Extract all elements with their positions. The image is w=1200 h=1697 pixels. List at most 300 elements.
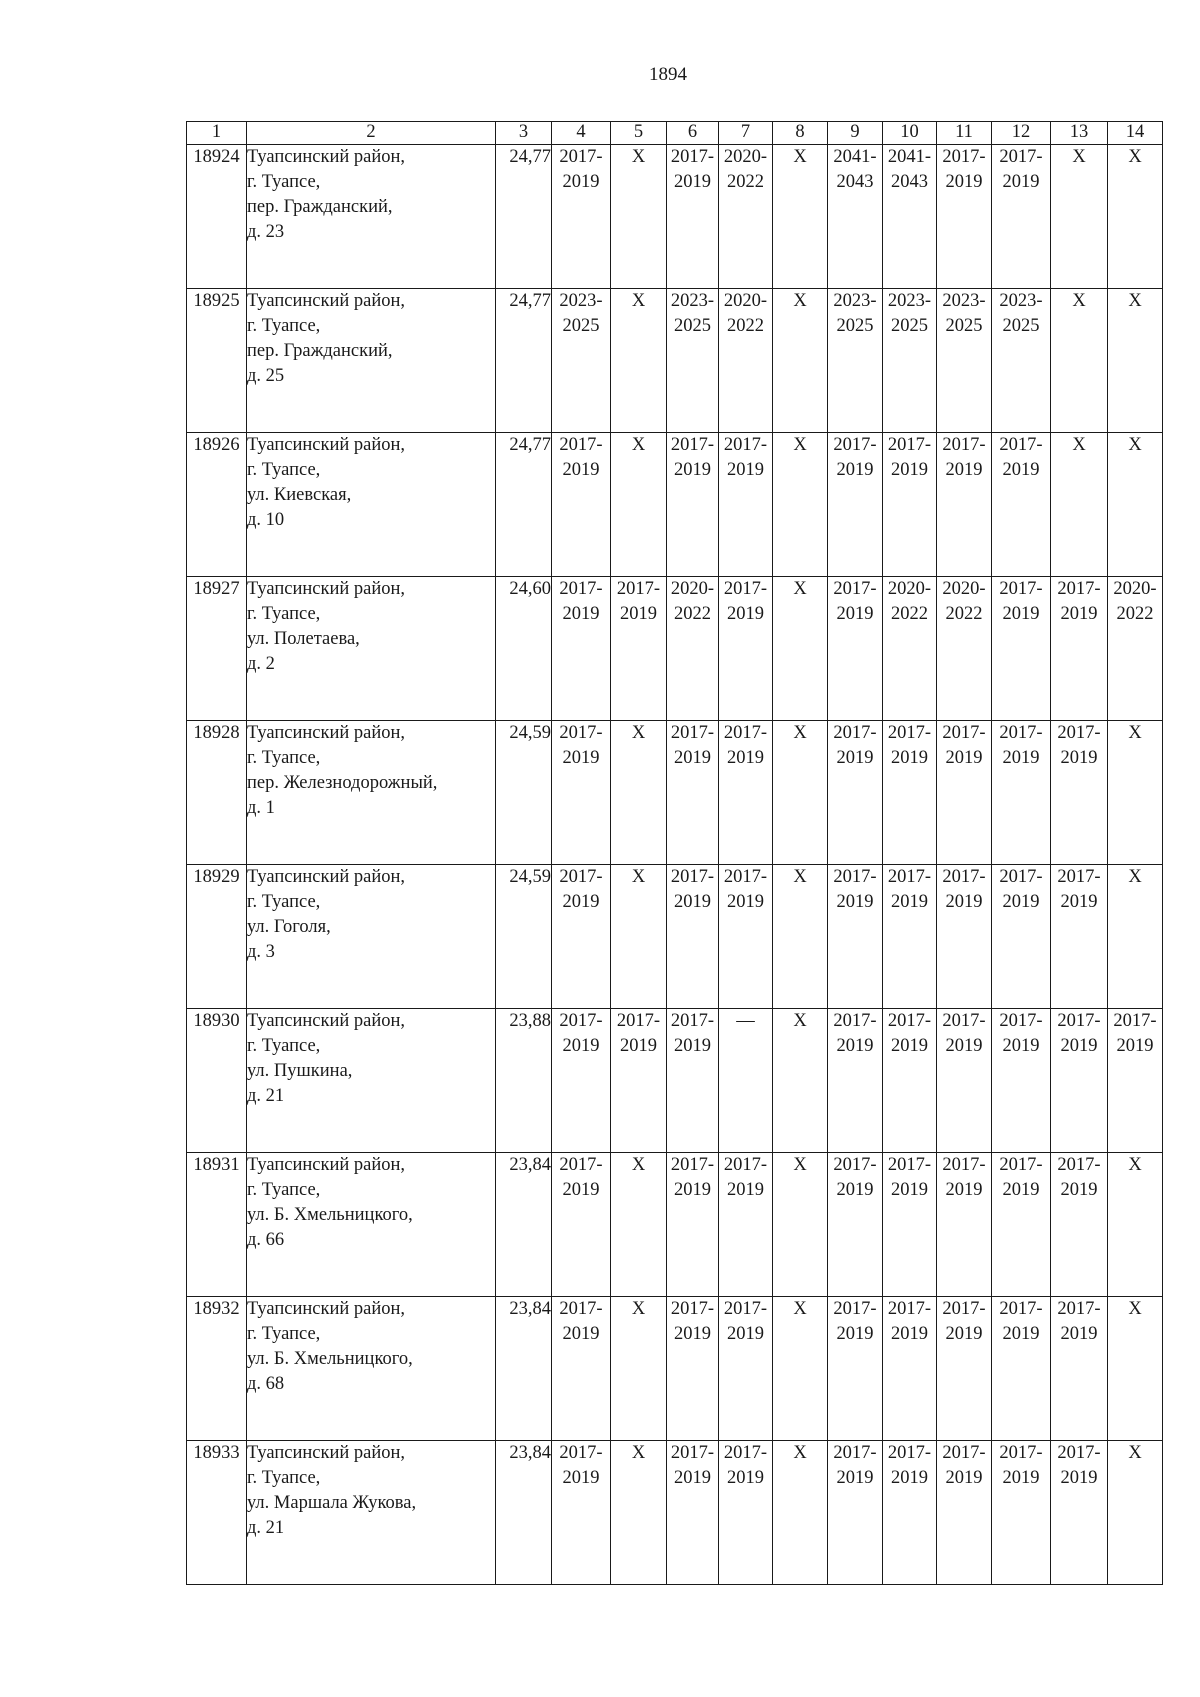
period-cell: X bbox=[611, 1297, 667, 1441]
period-end: 2022 bbox=[727, 172, 764, 192]
column-header: 6 bbox=[667, 122, 719, 145]
period-start: 2017- bbox=[616, 579, 661, 599]
period-start: 2023- bbox=[942, 291, 986, 311]
period-end: 2019 bbox=[674, 1180, 711, 1200]
period-end: 2019 bbox=[620, 604, 657, 624]
period-start: 2017- bbox=[833, 1155, 877, 1175]
period-cell bbox=[667, 1153, 719, 1297]
period-cell bbox=[992, 1009, 1051, 1153]
period-cell bbox=[828, 1441, 883, 1585]
address-line: ул. Маршала Жукова, bbox=[247, 1493, 417, 1513]
period-start: 2017- bbox=[999, 723, 1043, 743]
period-start: 2017- bbox=[833, 435, 877, 455]
period-end: 2019 bbox=[727, 1180, 764, 1200]
period-cell: X bbox=[773, 577, 828, 721]
period-cell: X bbox=[611, 721, 667, 865]
period-end: 2019 bbox=[1002, 1468, 1040, 1488]
period-cell bbox=[552, 721, 611, 865]
period-start: 2017- bbox=[1057, 1011, 1101, 1031]
period-start: 2017- bbox=[942, 1155, 986, 1175]
address-line: г. Туапсе, bbox=[247, 172, 321, 192]
address-line: д. 23 bbox=[247, 222, 285, 242]
period-start: 2023- bbox=[833, 291, 877, 311]
period-cell bbox=[719, 433, 773, 577]
period-end: 2019 bbox=[836, 460, 874, 480]
period-cell bbox=[937, 577, 992, 721]
period-cell bbox=[1108, 1009, 1163, 1153]
address-line: г. Туапсе, bbox=[247, 460, 321, 480]
address-cell bbox=[247, 577, 496, 721]
period-cell bbox=[552, 1009, 611, 1153]
period-start: 2017- bbox=[723, 723, 768, 743]
period-cell: X bbox=[773, 145, 828, 289]
period-end: 2019 bbox=[562, 460, 600, 480]
period-end: 2019 bbox=[1002, 1036, 1040, 1056]
value-cell: 23,88 bbox=[496, 1009, 552, 1153]
address-cell bbox=[247, 721, 496, 865]
period-cell: X bbox=[1108, 1297, 1163, 1441]
address-cell bbox=[247, 865, 496, 1009]
period-start: 2020- bbox=[670, 579, 715, 599]
period-end: 2019 bbox=[562, 892, 600, 912]
period-end: 2019 bbox=[562, 172, 600, 192]
period-end: 2019 bbox=[891, 1036, 928, 1056]
period-cell: X bbox=[773, 1009, 828, 1153]
address-line: пер. Железнодорожный, bbox=[247, 773, 438, 793]
period-cell bbox=[1051, 721, 1108, 865]
address-line: г. Туапсе, bbox=[247, 1036, 321, 1056]
period-start: 2017- bbox=[559, 1011, 603, 1031]
period-cell bbox=[992, 145, 1051, 289]
period-cell bbox=[719, 145, 773, 289]
period-start: 2017- bbox=[1057, 867, 1101, 887]
value-cell: 24,59 bbox=[496, 721, 552, 865]
period-end: 2019 bbox=[727, 748, 764, 768]
period-cell bbox=[552, 1153, 611, 1297]
period-start: 2017- bbox=[670, 1299, 715, 1319]
table-row bbox=[187, 1153, 1163, 1297]
period-start: 2017- bbox=[833, 867, 877, 887]
period-start: 2017- bbox=[999, 1155, 1043, 1175]
table-row bbox=[187, 1297, 1163, 1441]
period-cell: X bbox=[773, 433, 828, 577]
period-cell bbox=[883, 721, 937, 865]
address-line: ул. Б. Хмельницкого, bbox=[247, 1349, 413, 1369]
period-end: 2043 bbox=[891, 172, 928, 192]
period-cell bbox=[552, 145, 611, 289]
period-end: 2019 bbox=[836, 1036, 874, 1056]
address-line: Туапсинский район, bbox=[247, 867, 406, 887]
period-cell bbox=[992, 433, 1051, 577]
period-end: 2025 bbox=[945, 316, 983, 336]
period-start: 2017- bbox=[670, 867, 715, 887]
address-cell bbox=[247, 289, 496, 433]
period-end: 2019 bbox=[945, 172, 983, 192]
period-cell bbox=[611, 577, 667, 721]
value-cell: 24,59 bbox=[496, 865, 552, 1009]
table-row bbox=[187, 145, 1163, 289]
period-start: 2020- bbox=[887, 579, 932, 599]
period-start: 2017- bbox=[723, 579, 768, 599]
address-line: пер. Гражданский, bbox=[247, 197, 393, 217]
period-cell bbox=[883, 289, 937, 433]
page-number: 1894 bbox=[649, 64, 687, 85]
period-start: 2017- bbox=[559, 1299, 603, 1319]
period-cell bbox=[937, 1441, 992, 1585]
period-cell bbox=[719, 1153, 773, 1297]
record-number: 18933 bbox=[187, 1441, 247, 1585]
period-start: 2017- bbox=[1057, 579, 1101, 599]
period-start: 2020- bbox=[942, 579, 986, 599]
period-start: 2017- bbox=[723, 435, 768, 455]
period-start: 2017- bbox=[670, 147, 715, 167]
period-start: 2017- bbox=[1057, 723, 1101, 743]
column-header: 9 bbox=[828, 122, 883, 145]
period-start: 2017- bbox=[559, 1155, 603, 1175]
period-end: 2019 bbox=[945, 460, 983, 480]
period-start: 2017- bbox=[999, 1299, 1043, 1319]
period-end: 2019 bbox=[674, 892, 711, 912]
address-line: ул. Пушкина, bbox=[247, 1061, 353, 1081]
period-end: 2019 bbox=[836, 892, 874, 912]
period-cell bbox=[992, 865, 1051, 1009]
value-cell: 24,77 bbox=[496, 433, 552, 577]
period-end: 2019 bbox=[620, 1036, 657, 1056]
period-cell bbox=[937, 865, 992, 1009]
period-cell: X bbox=[773, 721, 828, 865]
column-header: 2 bbox=[247, 122, 496, 145]
period-end: 2019 bbox=[674, 1468, 711, 1488]
period-cell bbox=[667, 1297, 719, 1441]
period-end: 2019 bbox=[1002, 1180, 1040, 1200]
period-cell bbox=[883, 145, 937, 289]
period-end: 2019 bbox=[1060, 892, 1098, 912]
period-cell bbox=[828, 433, 883, 577]
period-start: 2017- bbox=[999, 867, 1043, 887]
period-end: 2022 bbox=[674, 604, 711, 624]
period-end: 2019 bbox=[1002, 604, 1040, 624]
address-line: ул. Полетаева, bbox=[247, 629, 360, 649]
period-cell: X bbox=[1108, 865, 1163, 1009]
period-end: 2022 bbox=[1116, 604, 1154, 624]
address-line: д. 25 bbox=[247, 366, 285, 386]
period-cell bbox=[719, 721, 773, 865]
period-cell bbox=[828, 1297, 883, 1441]
period-cell bbox=[937, 1297, 992, 1441]
column-header: 10 bbox=[883, 122, 937, 145]
period-cell: X bbox=[1108, 145, 1163, 289]
period-start: 2017- bbox=[887, 1011, 932, 1031]
address-cell bbox=[247, 433, 496, 577]
period-cell bbox=[992, 1153, 1051, 1297]
address-line: г. Туапсе, bbox=[247, 1468, 321, 1488]
period-end: 2019 bbox=[674, 1036, 711, 1056]
period-start: 2017- bbox=[887, 1299, 932, 1319]
period-start: 2017- bbox=[559, 867, 603, 887]
period-cell bbox=[611, 1009, 667, 1153]
period-cell bbox=[667, 577, 719, 721]
table-row bbox=[187, 577, 1163, 721]
column-header: 11 bbox=[937, 122, 992, 145]
table-row bbox=[187, 433, 1163, 577]
value-cell: 24,77 bbox=[496, 289, 552, 433]
period-cell bbox=[992, 1441, 1051, 1585]
record-number: 18929 bbox=[187, 865, 247, 1009]
period-cell: X bbox=[1051, 433, 1108, 577]
period-end: 2019 bbox=[1060, 604, 1098, 624]
period-cell bbox=[667, 721, 719, 865]
address-cell bbox=[247, 1009, 496, 1153]
period-start: 2017- bbox=[942, 1011, 986, 1031]
period-end: 2019 bbox=[891, 1180, 928, 1200]
period-cell bbox=[719, 289, 773, 433]
period-end: 2019 bbox=[562, 1180, 600, 1200]
period-cell bbox=[667, 433, 719, 577]
period-cell bbox=[667, 289, 719, 433]
period-end: 2019 bbox=[1060, 1180, 1098, 1200]
address-line: пер. Гражданский, bbox=[247, 341, 393, 361]
record-number: 18927 bbox=[187, 577, 247, 721]
address-line: д. 1 bbox=[247, 798, 275, 818]
period-start: 2017- bbox=[1113, 1011, 1157, 1031]
address-line: г. Туапсе, bbox=[247, 604, 321, 624]
period-end: 2019 bbox=[836, 1468, 874, 1488]
value-cell: 23,84 bbox=[496, 1153, 552, 1297]
period-cell bbox=[828, 865, 883, 1009]
address-line: Туапсинский район, bbox=[247, 291, 406, 311]
period-cell bbox=[828, 1009, 883, 1153]
period-start: 2017- bbox=[942, 435, 986, 455]
column-header: 14 bbox=[1108, 122, 1163, 145]
period-cell bbox=[883, 433, 937, 577]
period-cell bbox=[937, 433, 992, 577]
address-line: ул. Б. Хмельницкого, bbox=[247, 1205, 413, 1225]
period-cell bbox=[1051, 1441, 1108, 1585]
period-start: 2017- bbox=[833, 1443, 877, 1463]
period-end: 2019 bbox=[836, 1180, 874, 1200]
period-end: 2019 bbox=[836, 604, 874, 624]
period-cell: X bbox=[611, 1441, 667, 1585]
period-end: 2019 bbox=[945, 1324, 983, 1344]
period-cell bbox=[937, 289, 992, 433]
period-start: 2017- bbox=[559, 1443, 603, 1463]
period-cell: X bbox=[1108, 433, 1163, 577]
period-cell bbox=[719, 577, 773, 721]
record-number: 18924 bbox=[187, 145, 247, 289]
period-start: 2017- bbox=[616, 1011, 661, 1031]
period-cell bbox=[1051, 1153, 1108, 1297]
table-row bbox=[187, 721, 1163, 865]
period-end: 2019 bbox=[562, 1324, 600, 1344]
period-cell: X bbox=[611, 145, 667, 289]
record-number: 18926 bbox=[187, 433, 247, 577]
period-end: 2019 bbox=[836, 1324, 874, 1344]
period-start: 2017- bbox=[723, 1299, 768, 1319]
address-cell bbox=[247, 1441, 496, 1585]
record-number: 18925 bbox=[187, 289, 247, 433]
period-start: 2017- bbox=[942, 147, 986, 167]
column-header: 12 bbox=[992, 122, 1051, 145]
period-end: 2019 bbox=[891, 892, 928, 912]
period-cell bbox=[937, 721, 992, 865]
period-cell bbox=[828, 145, 883, 289]
period-cell: X bbox=[1108, 721, 1163, 865]
period-end: 2019 bbox=[562, 604, 600, 624]
period-cell bbox=[1108, 577, 1163, 721]
period-end: 2019 bbox=[1116, 1036, 1154, 1056]
period-start: 2017- bbox=[999, 435, 1043, 455]
period-end: 2022 bbox=[727, 316, 764, 336]
period-start: 2017- bbox=[559, 435, 603, 455]
period-cell bbox=[883, 1441, 937, 1585]
period-cell: X bbox=[1108, 1441, 1163, 1585]
period-cell bbox=[552, 577, 611, 721]
period-cell bbox=[937, 1153, 992, 1297]
period-start: 2017- bbox=[1057, 1155, 1101, 1175]
address-line: д. 66 bbox=[247, 1230, 285, 1250]
address-cell bbox=[247, 1297, 496, 1441]
period-start: 2017- bbox=[1057, 1299, 1101, 1319]
period-start: 2017- bbox=[833, 1011, 877, 1031]
address-line: Туапсинский район, bbox=[247, 435, 406, 455]
record-number: 18932 bbox=[187, 1297, 247, 1441]
period-end: 2019 bbox=[1002, 460, 1040, 480]
period-cell: X bbox=[1108, 289, 1163, 433]
period-start: 2023- bbox=[670, 291, 715, 311]
value-cell: 24,60 bbox=[496, 577, 552, 721]
period-start: 2017- bbox=[559, 579, 603, 599]
period-start: 2017- bbox=[942, 867, 986, 887]
period-start: 2017- bbox=[670, 1155, 715, 1175]
period-cell bbox=[552, 1297, 611, 1441]
period-start: 2017- bbox=[887, 1155, 932, 1175]
address-line: Туапсинский район, bbox=[247, 147, 406, 167]
address-line: г. Туапсе, bbox=[247, 748, 321, 768]
period-end: 2019 bbox=[1002, 892, 1040, 912]
period-start: 2017- bbox=[942, 1443, 986, 1463]
period-end: 2025 bbox=[674, 316, 711, 336]
period-start: 2017- bbox=[833, 579, 877, 599]
period-start: 2041- bbox=[833, 147, 877, 167]
period-end: 2019 bbox=[945, 892, 983, 912]
period-cell: X bbox=[611, 865, 667, 1009]
value-cell: 24,77 bbox=[496, 145, 552, 289]
period-cell bbox=[1051, 577, 1108, 721]
period-cell bbox=[719, 865, 773, 1009]
period-cell: X bbox=[773, 865, 828, 1009]
period-start: 2017- bbox=[887, 1443, 932, 1463]
address-cell bbox=[247, 145, 496, 289]
period-end: 2019 bbox=[727, 604, 764, 624]
period-end: 2025 bbox=[562, 316, 600, 336]
period-end: 2019 bbox=[1060, 1324, 1098, 1344]
address-line: д. 68 bbox=[247, 1374, 285, 1394]
address-cell bbox=[247, 1153, 496, 1297]
period-start: 2017- bbox=[887, 723, 932, 743]
period-cell bbox=[828, 577, 883, 721]
period-end: 2025 bbox=[836, 316, 874, 336]
table-body bbox=[187, 145, 1163, 1585]
column-header: 8 bbox=[773, 122, 828, 145]
address-line: Туапсинский район, bbox=[247, 1443, 406, 1463]
column-header: 13 bbox=[1051, 122, 1108, 145]
period-start: 2017- bbox=[1057, 1443, 1101, 1463]
period-end: 2019 bbox=[891, 748, 928, 768]
address-line: ул. Киевская, bbox=[247, 485, 352, 505]
period-start: 2017- bbox=[999, 1011, 1043, 1031]
period-cell bbox=[719, 1441, 773, 1585]
period-cell bbox=[667, 865, 719, 1009]
period-start: 2017- bbox=[999, 1443, 1043, 1463]
period-end: 2019 bbox=[674, 748, 711, 768]
address-line: Туапсинский район, bbox=[247, 1011, 406, 1031]
column-header: 7 bbox=[719, 122, 773, 145]
period-end: 2019 bbox=[1002, 172, 1040, 192]
period-cell: X bbox=[611, 1153, 667, 1297]
address-line: ул. Гоголя, bbox=[247, 917, 331, 937]
address-line: г. Туапсе, bbox=[247, 316, 321, 336]
period-start: 2017- bbox=[670, 1011, 715, 1031]
period-cell bbox=[992, 289, 1051, 433]
period-end: 2019 bbox=[1060, 748, 1098, 768]
period-end: 2019 bbox=[1060, 1468, 1098, 1488]
period-cell: X bbox=[1108, 1153, 1163, 1297]
period-end: 2019 bbox=[727, 892, 764, 912]
period-cell bbox=[883, 1009, 937, 1153]
period-cell: X bbox=[611, 289, 667, 433]
record-number: 18931 bbox=[187, 1153, 247, 1297]
period-cell bbox=[667, 145, 719, 289]
period-cell bbox=[828, 1153, 883, 1297]
period-end: 2019 bbox=[891, 460, 928, 480]
address-line: г. Туапсе, bbox=[247, 1180, 321, 1200]
period-start: 2017- bbox=[723, 867, 768, 887]
record-number: 18928 bbox=[187, 721, 247, 865]
period-cell: X bbox=[1051, 289, 1108, 433]
period-end: 2019 bbox=[891, 1324, 928, 1344]
period-cell bbox=[667, 1009, 719, 1153]
address-line: Туапсинский район, bbox=[247, 579, 406, 599]
period-start: 2017- bbox=[999, 147, 1043, 167]
period-start: 2023- bbox=[999, 291, 1043, 311]
table-row bbox=[187, 1009, 1163, 1153]
period-cell bbox=[667, 1441, 719, 1585]
period-cell bbox=[552, 289, 611, 433]
period-end: 2019 bbox=[945, 748, 983, 768]
period-cell: — bbox=[719, 1009, 773, 1153]
table-row bbox=[187, 865, 1163, 1009]
period-cell bbox=[992, 1297, 1051, 1441]
period-end: 2019 bbox=[727, 1468, 764, 1488]
column-header: 1 bbox=[187, 122, 247, 145]
period-start: 2017- bbox=[670, 723, 715, 743]
period-cell bbox=[937, 145, 992, 289]
address-line: д. 21 bbox=[247, 1518, 285, 1538]
value-cell: 23,84 bbox=[496, 1297, 552, 1441]
period-cell: X bbox=[773, 1153, 828, 1297]
address-line: Туапсинский район, bbox=[247, 723, 406, 743]
period-end: 2019 bbox=[562, 1468, 600, 1488]
period-cell: X bbox=[773, 1441, 828, 1585]
address-line: г. Туапсе, bbox=[247, 892, 321, 912]
value-cell: 23,84 bbox=[496, 1441, 552, 1585]
period-cell bbox=[883, 1297, 937, 1441]
period-start: 2017- bbox=[559, 147, 603, 167]
period-end: 2019 bbox=[674, 172, 711, 192]
period-cell bbox=[883, 865, 937, 1009]
period-end: 2019 bbox=[945, 1036, 983, 1056]
period-end: 2025 bbox=[1002, 316, 1040, 336]
